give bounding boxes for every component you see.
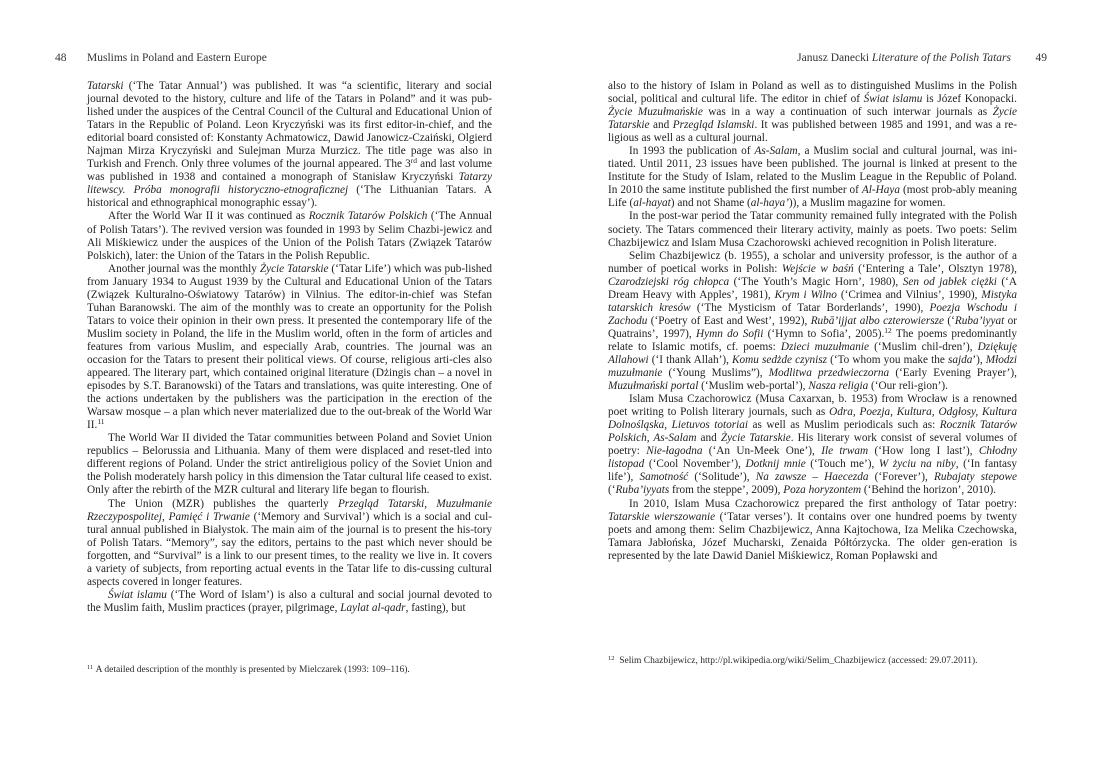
paragraph: In 1993 the publication of As-Salam, a Muslim social and cultural journal, was ini-tiated. Until 2011, 23 issues have been published. The journal is linked at present to the Institute for the Study of Islam, related to the Muslim League in the Republic of Poland. In 2010 the same institute published the first number of Al-Haya (most prob-ably meaning Life (al-hayat) and not Shame (al-haya’)), a Muslim magazine for women. <box>608 145 1017 210</box>
paragraph: Islam Musa Czachorowicz (Musa Caxarxan, b. 1953) from Wrocław is a renowned poet writing to Polish literary journals, such as Odra, Poezja, Kultura, Odgłosy, Kultura Dolnośląska, Lietuvos totoriai as well as Muslim periodicals such as: Rocznik Tatarów Polskich, As-Salam and Życie Tatarskie. His literary work consist of several volumes of poetry: Nie-łagodna (‘An Un-Meek One’), Ile trwam (‘How long I last’), Chłodny listopad (‘Cool November’), Dotknij mnie (‘Touch me’), W życiu na niby, (‘In fantasy life’), Samotność (‘Solitude’), Na zawsze – Haecezda (‘Forever’), Rubajaty stepowe (‘Ruba’iyyats from the steppe’, 2009), Poza horyzontem (‘Behind the horizon’, 2010). <box>608 393 1018 497</box>
paragraph: In the post-war period the Tatar community remained fully integrated with the Polish society. The Tatars commenced their literary activity, mainly as poets. Two poets: Selim Chazbijewicz and Islam Musa Czachorowski achieved recognition in Polish literature. <box>608 210 1017 249</box>
right-footnote <box>608 655 1017 667</box>
footnote-marker: 11 <box>87 664 94 671</box>
paragraph: Selim Chazbijewicz (b. 1955), a scholar and university professor, is the author of a number of poetical works in Polish: Wejście w baśń (‘Entering a Tale’, Olsztyn 1978), Czarodziejski róg chłopca (‘The Youth’s Magic Horn’, 1980), Sen od jabłek ciężki (‘A Dream Heavy with Apples’, 1981), Krym i Wilno (‘Crimea and Vilnius’, 1990), Mistyka tatarskich kresów (‘The Mysticism of Tatar Borderlands’, 1990), Poezja Wschodu i Zachodu (‘Poetry of East and West’, 1992), Rubā’ijjat albo czterowiersze (‘Ruba’iyyat or Quatrains’, 1997), Hymn do Sofii (‘Hymn to Sofia’, 2005).$^{12}$ The poems predominantly relate to Islamic motifs, cf. poems: Dzieci muzułmanie (‘Muslim chil-dren’), Dziękuję Allahowi (‘I thank Allah’), Komu sedżde czynisz (‘To whom you make the sajda’), Młodzi muzułmanie (‘Young Muslims”), Modlitwa przedwieczorna (‘Early Evening Prayer’), Muzułmański portal (‘Muslim web-portal’), Nasza religia (‘Our reli-gion’). <box>608 249 1018 393</box>
footnote-text: Selim Chazbijewicz, http://pl.wikipedia.org/wiki/Selim_Chazbijewicz (accessed: 29.07.2011). <box>619 656 978 666</box>
paragraph: Świat islamu (‘The Word of Islam’) is also a cultural and social journal devoted to the Muslim faith, Muslim practices (prayer, pilgrimage, Laylat al-qadr, fasting), but <box>87 588 493 614</box>
paragraph: In 2010, Islam Musa Czachorowicz prepared the first anthology of Tatar poetry: Tatarskie wierszowanie (‘Tatar verses’). It contains over one hundred poems by twenty poets and among them: Selim Chazbijewicz, Anna Kajtochowa, Iza Melika Czechowska, Tamara Jabłońska, Józef Mucharski, Zenaida Półtórzycka. The older gen-eration is represented by the late Dawid Daniel Miśkiewicz, Roman Popławski and <box>608 497 1017 562</box>
left-running-head-title: Muslims in Poland and Eastern Europe <box>87 52 267 64</box>
footnote-marker: 12 <box>608 655 615 662</box>
right-page-number: 49 <box>1035 52 1047 64</box>
left-body-text <box>87 80 492 615</box>
paragraph: After the World War II it was continued as Rocznik Tatarów Polskich (‘The Annual of Polish Tatars’). The revived version was founded in 1993 by Selim Chazbi-jewicz and Ali Miśkiewicz under the auspices of the Union of the Polish Tatars (Związek Tatarów Polskich), later: the Union of the Tatars in the Polish Republic. <box>87 210 493 262</box>
paragraph: Another journal was the monthly Życie Tatarskie (‘Tatar Life’) which was pub-lished from January 1934 to August 1939 by the Cultural and Educational Union of the Tatars (Związek Kulturalno-Oświatowy Tatarów) in Vilnius. The editor-in-chief was Stefan Tuhan Baranowski. The aim of the monthly was to create an opportunity for the Polish Tatars to voice their opinion in their own press. It presented the contemporary life of the Muslim society in Poland, the life in the Muslim world, often in the form of articles and features from various Muslim, and especially Arab, countries. The journal was an occasion for the Tatars to present their political views. Of course, religious arti-cles also appeared. The literary part, which contained original literature (Dżingis chan – a novel in episodes by S.T. Baranowski) of the Tatars and translations, was quite interesting. One of the actions undertaken by the publishers was the participation in the erection of the Warsaw mosque – a plan which never materialized due to the out-break of the World War II.$^{11}$ <box>87 262 492 432</box>
paragraph: Tatarski (‘The Tatar Annual’) was published. It was “a scientific, literary and social journal devoted to the history, culture and life of the Tatars in Poland” and it was pub-lished under the auspices of the Central Council of the Cultural and Educational Union of Tatars in the Republic of Poland. Leon Kryczyński was its first editor-in-chief, and the editorial board consisted of: Konstanty Achmatowicz, Dawid Janowicz-Czaiński, Olgierd Najman Mirza Kryczyński and Sulejman Murza Murzicz. The title page was also in Turkish and French. Only three volumes of the journal appeared. The 3rd and last volume was published in 1938 and contained a monograph of Stanisław Kryczyński Tatarzy litewscy. Próba monografii historyczno-etnograficznej (‘The Lithuanian Tatars. A historical and ethnographical monographic essay’). <box>87 80 493 210</box>
paragraph: also to the history of Islam in Poland as well as to distinguished Muslims in the Polish social, political and cultural life. The editor in chief of Świat islamu is Józef Konopacki. Życie Muzułmańskie was in a way a continuation of such interwar journals as Życie Tatarskie and Przegląd Islamski. It was published between 1985 and 1991, and was a re-ligious as well as a cultural journal. <box>608 80 1017 145</box>
paragraph: The World War II divided the Tatar communities between Poland and Soviet Union republics – Belorussia and Lithuania. Many of them were displaced and reset-tled into different regions of Poland. Under the strict antireligious policy of the Soviet Union and the Polish moderately harsh policy in this dimension the Tatar cultural life ceased to exist. Only after the rebirth of the MZR cultural and literary life began to flourish. <box>87 432 492 497</box>
left-running-head <box>55 52 518 64</box>
left-footnote <box>87 664 492 676</box>
right-running-head <box>580 52 1047 64</box>
right-page <box>550 0 1100 781</box>
left-page-number: 48 <box>55 52 67 64</box>
running-head-author: Janusz Danecki <box>797 52 870 64</box>
right-body-text <box>608 80 1017 563</box>
running-head-title: Literature of the Polish Tatars <box>871 52 1011 64</box>
paragraph: The Union (MZR) publishes the quarterly Przegląd Tatarski, Muzułmanie Rzeczypospolitej, Pamięć i Trwanie (‘Memory and Survival’) which is a social and cul-tural annual published in Białystok. The main aim of the journal is to present the his-tory of Polish Tatars. “Memory”, say the editors, pertains to the past which never should be forgotten, and “Survival” is a link to our present times, to the reality we live in. It covers a variety of subjects, from reporting actual events in the Tatar life to dis-cussing cultural aspects covered in longer features. <box>87 497 492 588</box>
footnote-text: A detailed description of the monthly is presented by Mielczarek (1993: 109–116). <box>95 665 410 675</box>
